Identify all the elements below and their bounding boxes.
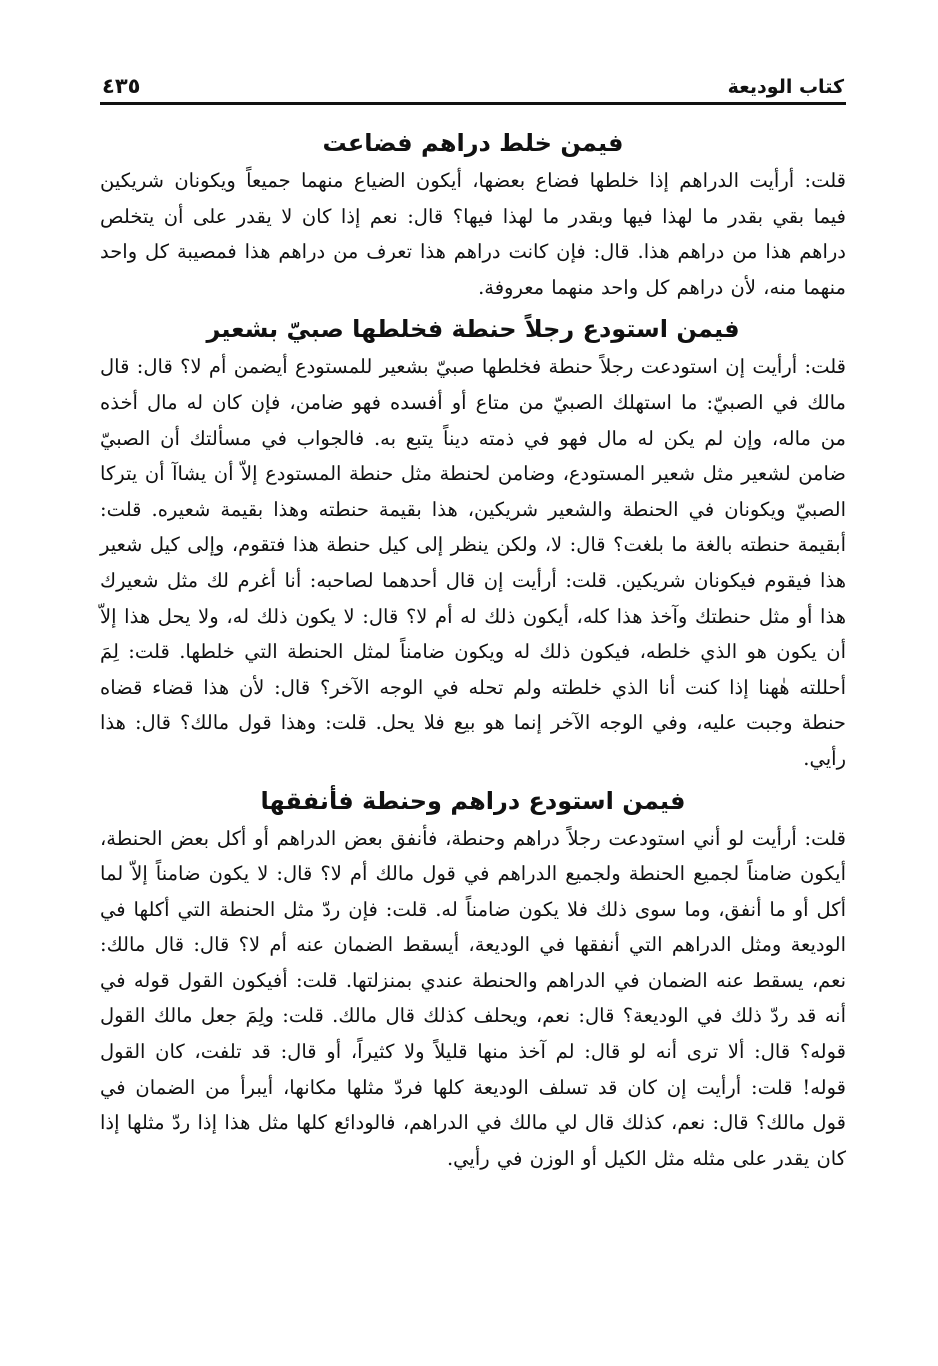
page-content <box>100 123 846 1176</box>
section-heading-mixed-dirhams: فيمن خلط دراهم فضاعت <box>322 129 624 157</box>
book-title: كتاب الوديعة <box>727 76 844 98</box>
section-heading-wheat-barley: فيمن استودع رجلاً حنطة فخلطها صبيّ بشعير <box>206 315 740 344</box>
section-paragraph-spent-deposit: قلت: أرأيت لو أني استودعت رجلاً دراهم وحنطة، فأنفق بعض الدراهم أو أكل بعض الحنطة، أيكون ضامناً لجميع الحنطة ولجميع الدراهم في قول مالك أم لا؟ قال: لا يكون ضامناً إلاّ لما أكل أو ما أنفق، وما سوى ذلك فلا يكون ضامناً له. قلت: فإن ردّ مثل الحنطة التي أكلها في الوديعة ومثل الدراهم التي أنفقها في الوديعة، أيسقط الضمان عنه أم لا؟ قال: قال مالك: نعم، يسقط عنه الضمان في الدراهم والحنطة عندي بمنزلتها. قلت: أفيكون القول قوله في أنه قد ردّ ذلك في الوديعة؟ قال: نعم، ويحلف كذلك قال مالك. قلت: ولِمَ جعل مالك القول قوله؟ قال: ألا ترى أنه لو قال: لم آخذ منها قليلاً ولا كثيراً، أو قال: قد تلفت، كان القول قوله! قلت: أرأيت إن كان قد تسلف الوديعة كلها فردّ مثلها مكانها، أيبرأ من الضمان في قول مالك؟ قال: نعم، كذلك قال لي مالك في الدراهم، فالودائع كلها مثل هذا إذا ردّ مثلها إذا كان يقدر على مثله مثل الكيل أو الوزن في رأيي. <box>100 826 846 1170</box>
section-paragraph-wheat-barley: قلت: أرأيت إن استودعت رجلاً حنطة فخلطها صبيّ بشعير للمستودع أيضمن أم لا؟ قال: قال مالك في الصبيّ: ما استهلك الصبيّ من متاع أو أفسده فهو ضامن، فإن كان له مال أخذه من ماله، وإن لم يكن له مال فهو في ذمته ديناً يتبع به. فالجواب في مسألتك أن الصبيّ ضامن لشعير مثل شعير المستودع، وضامن لحنطة مثل حنطة المستودع إلاّ أن يشاآ أن يتركا الصبيّ ويكونان في الحنطة والشعير شريكين، هذا بقيمة حنطته وهذا بقيمة شعيره. قلت: أبقيمة حنطته بالغة ما بلغت؟ قال: لا، ولكن ينظر إلى كيل حنطة هذا فتقوم، وإلى كيل شعير هذا فيقوم فيكونان شريكين. قلت: أرأيت إن قال أحدهما لصاحبه: أنا أغرم لك مثل شعيرك هذا أو مثل حنطتك وآخذ هذا كله، أيكون ذلك له أم لا؟ قال: لا يكون ذلك له، ولا يحل هذا إلاّ أن يكون هو الذي خلطه، فيكون ذلك له ويكون ضامناً لمثل الحنطة التي خلطها. قلت: لِمَ أحللته هٰهنا إذا كنت أنا الذي خلطته ولم تحله في الوجه الآخر؟ قال: لأن هذا قضاء قضاه حنطة وجبت عليه، وفي الوجه الآخر إنما هو بيع فلا يحل. قلت: وهذا قول مالك؟ قال: هذا رأيي. <box>100 355 846 770</box>
running-header <box>100 62 846 98</box>
section-paragraph-mixed-dirhams: قلت: أرأيت الدراهم إذا خلطها فضاع بعضها، أيكون الضياع منهما جميعاً ويكونان شريكين فيما بقي بقدر ما لهذا فيها وبقدر ما لهذا فيها؟ قال: نعم إذا كان لا يقدر على أن يتخلص دراهم هذا من دراهم هذا. قال: فإن كانت دراهم هذا تعرف من دراهم هذا فمصيبة كل واحد منهما منه، لأن دراهم كل واحد منهما معروفة. <box>100 169 846 299</box>
book-page <box>100 62 846 1180</box>
header-rule <box>100 102 846 105</box>
section-heading-spent-deposit: فيمن استودع دراهم وحنطة فأنفقها <box>260 786 686 815</box>
page-number: ٤٣٥ <box>102 74 141 98</box>
